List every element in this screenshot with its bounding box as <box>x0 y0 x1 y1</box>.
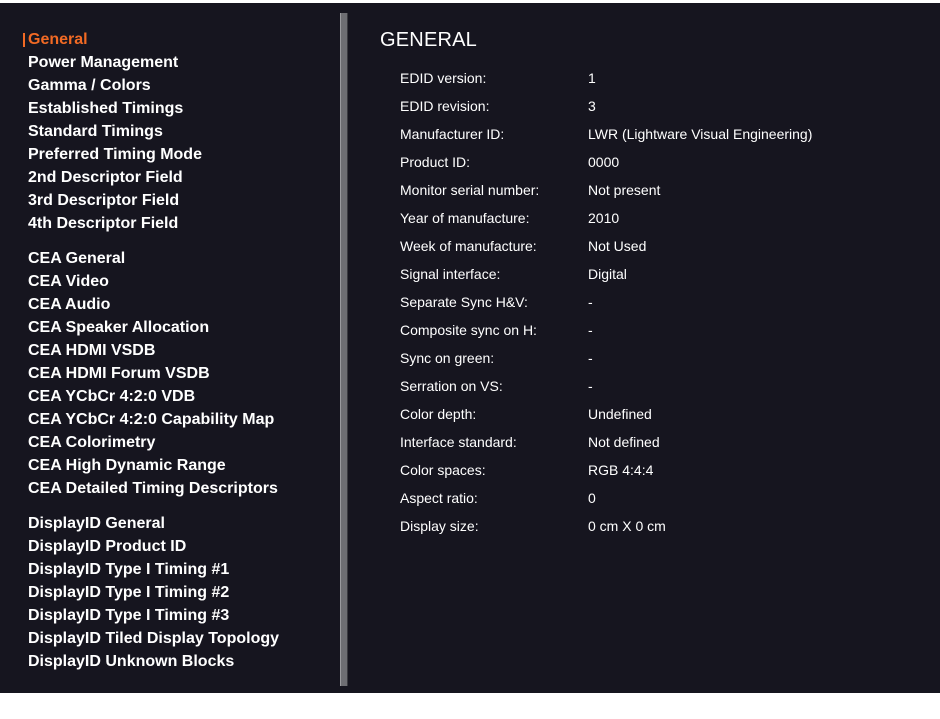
property-value: 0 cm X 0 cm <box>588 518 666 534</box>
sidebar-item-established-timings[interactable] <box>28 97 279 120</box>
property-label: Sync on green: <box>400 350 495 366</box>
property-row <box>400 484 812 512</box>
property-value: Not present <box>588 182 661 198</box>
property-label: Year of manufacture: <box>400 210 530 226</box>
property-row <box>400 232 812 260</box>
active-item-marker <box>23 33 25 47</box>
property-value: RGB 4:4:4 <box>588 462 654 478</box>
sidebar-item-cea-video[interactable] <box>28 270 279 293</box>
sidebar-item-label: Preferred Timing Mode <box>28 146 202 163</box>
property-row <box>400 456 812 484</box>
sidebar-item-label: CEA HDMI Forum VSDB <box>28 365 210 382</box>
sidebar-item-cea-general[interactable] <box>28 247 279 270</box>
property-row <box>400 120 812 148</box>
property-label: Manufacturer ID: <box>400 126 505 142</box>
sidebar-item-label: DisplayID General <box>28 515 165 532</box>
sidebar-item-label: Power Management <box>28 54 179 71</box>
property-row <box>400 148 812 176</box>
property-row <box>400 64 812 92</box>
property-label: Signal interface: <box>400 266 501 282</box>
property-value: Undefined <box>588 406 652 422</box>
sidebar-item-cea-speaker-allocation[interactable] <box>28 316 279 339</box>
sidebar-item-cea-ycbcr-4-2-0-vdb[interactable] <box>28 385 279 408</box>
sidebar-item-label: CEA YCbCr 4:2:0 Capability Map <box>28 411 275 428</box>
sidebar-item-preferred-timing-mode[interactable] <box>28 143 279 166</box>
property-value: 1 <box>588 70 596 86</box>
main-panel <box>350 3 940 693</box>
sidebar-item-label: DisplayID Type I Timing #1 <box>28 561 230 578</box>
property-row <box>400 176 812 204</box>
property-value: Digital <box>588 266 627 282</box>
property-label: Monitor serial number: <box>400 182 540 198</box>
sidebar-item-label: CEA YCbCr 4:2:0 VDB <box>28 388 196 405</box>
property-label: Product ID: <box>400 154 471 170</box>
property-value: 3 <box>588 98 596 114</box>
nav-group <box>28 247 279 500</box>
scrollbar-track[interactable] <box>340 13 348 686</box>
sidebar-item-label: CEA Speaker Allocation <box>28 319 210 336</box>
property-label: Display size: <box>400 518 479 534</box>
property-label: EDID version: <box>400 70 487 86</box>
nav-group <box>28 28 279 235</box>
sidebar-item-label: 2nd Descriptor Field <box>28 169 183 186</box>
sidebar-item-displayid-type-i-timing-1[interactable] <box>28 558 279 581</box>
sidebar-item-cea-detailed-timing-descriptors[interactable] <box>28 477 279 500</box>
sidebar-item-cea-hdmi-forum-vsdb[interactable] <box>28 362 279 385</box>
sidebar-item-label: DisplayID Type I Timing #2 <box>28 584 230 601</box>
sidebar-item-label: Standard Timings <box>28 123 163 140</box>
sidebar-item-cea-hdmi-vsdb[interactable] <box>28 339 279 362</box>
sidebar-nav <box>0 3 338 693</box>
sidebar-item-2nd-descriptor-field[interactable] <box>28 166 279 189</box>
property-label: Week of manufacture: <box>400 238 537 254</box>
sidebar-item-label: Established Timings <box>28 100 184 117</box>
sidebar-item-label: DisplayID Unknown Blocks <box>28 653 235 670</box>
nav-group <box>28 512 279 673</box>
property-value: Not defined <box>588 434 660 450</box>
property-value: 0000 <box>588 154 620 170</box>
sidebar-item-label: DisplayID Tiled Display Topology <box>28 630 280 647</box>
sidebar-item-4th-descriptor-field[interactable] <box>28 212 279 235</box>
sidebar-item-label: CEA Video <box>28 273 109 290</box>
sidebar-item-cea-high-dynamic-range[interactable] <box>28 454 279 477</box>
sidebar-item-label: CEA HDMI VSDB <box>28 342 156 359</box>
sidebar-item-displayid-unknown-blocks[interactable] <box>28 650 279 673</box>
sidebar-item-displayid-tiled-display-topology[interactable] <box>28 627 279 650</box>
sidebar-item-3rd-descriptor-field[interactable] <box>28 189 279 212</box>
sidebar-item-label: CEA General <box>28 250 126 267</box>
property-row <box>400 512 812 540</box>
sidebar-item-power-management[interactable] <box>28 51 279 74</box>
property-row <box>400 316 812 344</box>
sidebar-item-label: CEA High Dynamic Range <box>28 457 226 474</box>
property-list <box>400 64 812 540</box>
sidebar-item-general[interactable] <box>28 28 279 51</box>
property-label: Color spaces: <box>400 462 486 478</box>
nav-list <box>28 28 279 685</box>
sidebar-item-label: CEA Detailed Timing Descriptors <box>28 480 278 497</box>
edid-viewer-window <box>0 3 940 693</box>
sidebar-item-gamma-colors[interactable] <box>28 74 279 97</box>
property-label: Aspect ratio: <box>400 490 478 506</box>
sidebar-item-displayid-type-i-timing-2[interactable] <box>28 581 279 604</box>
sidebar-item-label: DisplayID Product ID <box>28 538 187 555</box>
sidebar-item-cea-ycbcr-4-2-0-capability-map[interactable] <box>28 408 279 431</box>
property-label: Separate Sync H&V: <box>400 294 528 310</box>
panel-divider-scrollbar[interactable] <box>338 13 350 686</box>
property-row <box>400 288 812 316</box>
sidebar-item-label: 3rd Descriptor Field <box>28 192 180 209</box>
property-value: 2010 <box>588 210 620 226</box>
sidebar-item-displayid-type-i-timing-3[interactable] <box>28 604 279 627</box>
sidebar-item-displayid-product-id[interactable] <box>28 535 279 558</box>
sidebar-item-label: CEA Colorimetry <box>28 434 156 451</box>
sidebar-item-cea-audio[interactable] <box>28 293 279 316</box>
sidebar-item-label: 4th Descriptor Field <box>28 215 179 232</box>
sidebar-item-label: CEA Audio <box>28 296 111 313</box>
property-row <box>400 92 812 120</box>
property-row <box>400 344 812 372</box>
page-title: GENERAL <box>380 29 477 51</box>
sidebar-item-displayid-general[interactable] <box>28 512 279 535</box>
property-row <box>400 400 812 428</box>
property-label: Serration on VS: <box>400 378 503 394</box>
property-value: Not Used <box>588 238 647 254</box>
property-value: - <box>588 322 593 338</box>
sidebar-item-label: DisplayID Type I Timing #3 <box>28 607 230 624</box>
sidebar-item-standard-timings[interactable] <box>28 120 279 143</box>
property-row <box>400 260 812 288</box>
property-label: Interface standard: <box>400 434 517 450</box>
property-value: LWR (Lightware Visual Engineering) <box>588 126 813 142</box>
property-value: - <box>588 294 593 310</box>
property-value: - <box>588 350 593 366</box>
property-label: Composite sync on H: <box>400 322 537 338</box>
sidebar-item-label: Gamma / Colors <box>28 77 151 94</box>
sidebar-item-cea-colorimetry[interactable] <box>28 431 279 454</box>
property-value: - <box>588 378 593 394</box>
property-value: 0 <box>588 490 596 506</box>
sidebar-item-label: General <box>28 31 88 48</box>
property-row <box>400 372 812 400</box>
property-row <box>400 204 812 232</box>
property-row <box>400 428 812 456</box>
property-label: Color depth: <box>400 406 477 422</box>
property-label: EDID revision: <box>400 98 490 114</box>
